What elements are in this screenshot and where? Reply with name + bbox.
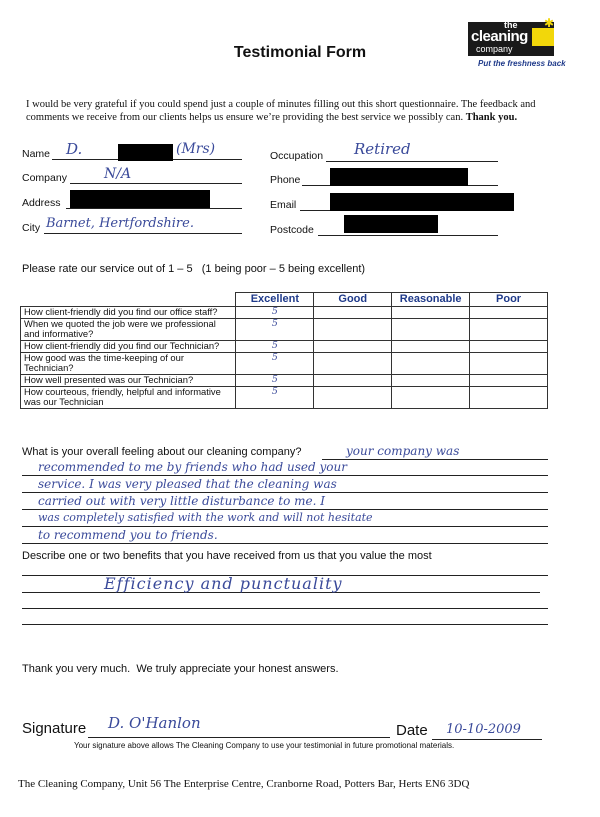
rating-cell-good[interactable]	[314, 319, 392, 341]
rating-cell-reasonable[interactable]	[392, 319, 470, 341]
signature-note: Your signature above allows The Cleaning Company to use your testimonial in future promotional materials.	[74, 741, 455, 750]
date-field[interactable]	[432, 739, 542, 740]
rating-cell-good[interactable]	[314, 375, 392, 387]
header-good: Good	[314, 293, 392, 307]
city-field[interactable]	[44, 233, 242, 234]
overall-answer-1: your company was	[346, 444, 460, 458]
rating-cell-poor[interactable]	[470, 387, 548, 409]
rating-question: How good was the time-keeping of our Technician?	[21, 353, 236, 375]
overall-line-3[interactable]	[22, 492, 548, 493]
header-poor: Poor	[470, 293, 548, 307]
occupation-field[interactable]	[326, 161, 498, 162]
overall-answer-4: carried out with very little disturbance to me. I	[38, 494, 326, 508]
table-row	[21, 353, 548, 375]
overall-line-2[interactable]	[22, 475, 548, 476]
address-label: Address	[22, 197, 61, 209]
logo-the: the	[504, 20, 518, 30]
rating-header-question	[21, 293, 236, 307]
rating-cell-good[interactable]	[314, 307, 392, 319]
occupation-value: Retired	[354, 140, 411, 158]
phone-redaction	[330, 168, 468, 186]
thanks-text: Thank you very much. We truly appreciate your honest answers.	[22, 663, 339, 675]
overall-line-4[interactable]	[22, 509, 548, 510]
overall-answer-5: was completely satisfied with the work and will not hesitate	[38, 511, 373, 524]
header-excellent: Excellent	[236, 293, 314, 307]
city-value: Barnet, Hertfordshire.	[46, 216, 194, 231]
rating-mark-excellent[interactable]: 5	[236, 307, 314, 319]
rating-cell-poor[interactable]	[470, 307, 548, 319]
benefits-question: Describe one or two benefits that you have received from us that you value the most	[22, 550, 432, 562]
rating-cell-reasonable[interactable]	[392, 375, 470, 387]
overall-question: What is your overall feeling about our cleaning company?	[22, 446, 302, 458]
page-title: Testimonial Form	[233, 44, 367, 61]
benefits-answer: Efficiency and punctuality	[104, 574, 343, 593]
header-reasonable: Reasonable	[392, 293, 470, 307]
rating-mark-excellent[interactable]: 5	[236, 375, 314, 387]
overall-answer-2: recommended to me by friends who had used your	[38, 460, 347, 474]
benefits-line-3[interactable]	[22, 608, 548, 609]
rating-prompt: Please rate our service out of 1 – 5 (1 being poor – 5 being excellent)	[22, 263, 366, 275]
date-value: 10-10-2009	[446, 722, 521, 737]
logo-star-icon: ✱	[543, 16, 554, 30]
rating-table	[20, 292, 548, 409]
logo-company: company	[476, 44, 513, 54]
benefits-line-4[interactable]	[22, 624, 548, 625]
rating-question: When we quoted the job were we professional and informative?	[21, 319, 236, 341]
table-row	[21, 375, 548, 387]
company-label: Company	[22, 172, 67, 184]
intro-thanks: Thank you.	[465, 112, 518, 123]
rating-cell-reasonable[interactable]	[392, 353, 470, 375]
overall-line-6[interactable]	[22, 543, 548, 544]
rating-question: How client-friendly did you find our Technician?	[21, 341, 236, 353]
intro-text	[26, 98, 554, 124]
company-field[interactable]	[70, 183, 242, 184]
rating-cell-good[interactable]	[314, 341, 392, 353]
city-label: City	[22, 222, 41, 234]
table-row	[21, 341, 548, 353]
rating-mark-excellent[interactable]: 5	[236, 387, 314, 409]
rating-cell-poor[interactable]	[470, 375, 548, 387]
postcode-label: Postcode	[270, 224, 314, 236]
phone-label: Phone	[270, 174, 301, 186]
address-redaction	[70, 190, 210, 208]
name-suffix: (Mrs)	[176, 141, 216, 157]
logo-tagline: Put the freshness back	[478, 59, 566, 68]
date-label: Date	[396, 722, 428, 739]
overall-answer-3: service. I was very pleased that the cleaning was	[38, 477, 337, 491]
rating-cell-poor[interactable]	[470, 341, 548, 353]
name-value: D.	[66, 140, 83, 158]
rating-cell-poor[interactable]	[470, 353, 548, 375]
rating-cell-poor[interactable]	[470, 319, 548, 341]
table-row	[21, 387, 548, 409]
overall-line-1[interactable]	[322, 459, 548, 460]
signature-value: D. O'Hanlon	[108, 714, 201, 732]
name-redaction	[118, 144, 173, 161]
rating-mark-excellent[interactable]: 5	[236, 353, 314, 375]
intro-body: I would be very grateful if you could spend just a couple of minutes filling out this short questionnaire. The feedback and comments we receive from our clients helps us ensure we’re providing the best service we possibly can.	[26, 99, 536, 123]
occupation-label: Occupation	[270, 150, 324, 162]
table-row	[21, 307, 548, 319]
signature-field[interactable]	[88, 737, 390, 738]
company-value: N/A	[104, 166, 132, 182]
overall-line-5[interactable]	[22, 526, 548, 527]
signature-label: Signature	[22, 720, 87, 737]
email-label: Email	[270, 199, 297, 211]
rating-cell-reasonable[interactable]	[392, 341, 470, 353]
email-redaction	[330, 193, 514, 211]
rating-cell-reasonable[interactable]	[392, 307, 470, 319]
rating-mark-excellent[interactable]: 5	[236, 319, 314, 341]
rating-cell-reasonable[interactable]	[392, 387, 470, 409]
postcode-redaction	[344, 215, 438, 233]
logo-cleaning: cleaning	[471, 28, 528, 45]
footer-address: The Cleaning Company, Unit 56 The Enterprise Centre, Cranborne Road, Potters Bar, Herts EN6 3DQ	[18, 778, 470, 790]
name-label: Name	[22, 148, 51, 160]
overall-answer-6: to recommend you to friends.	[38, 528, 218, 542]
rating-header-row	[21, 293, 548, 307]
address-field[interactable]	[66, 208, 242, 209]
rating-question: How well presented was our Technician?	[21, 375, 236, 387]
rating-mark-excellent[interactable]: 5	[236, 341, 314, 353]
rating-question: How client-friendly did you find our office staff?	[21, 307, 236, 319]
rating-cell-good[interactable]	[314, 353, 392, 375]
postcode-field[interactable]	[318, 235, 498, 236]
rating-question: How courteous, friendly, helpful and informative was our Technician	[21, 387, 236, 409]
table-row	[21, 319, 548, 341]
rating-cell-good[interactable]	[314, 387, 392, 409]
